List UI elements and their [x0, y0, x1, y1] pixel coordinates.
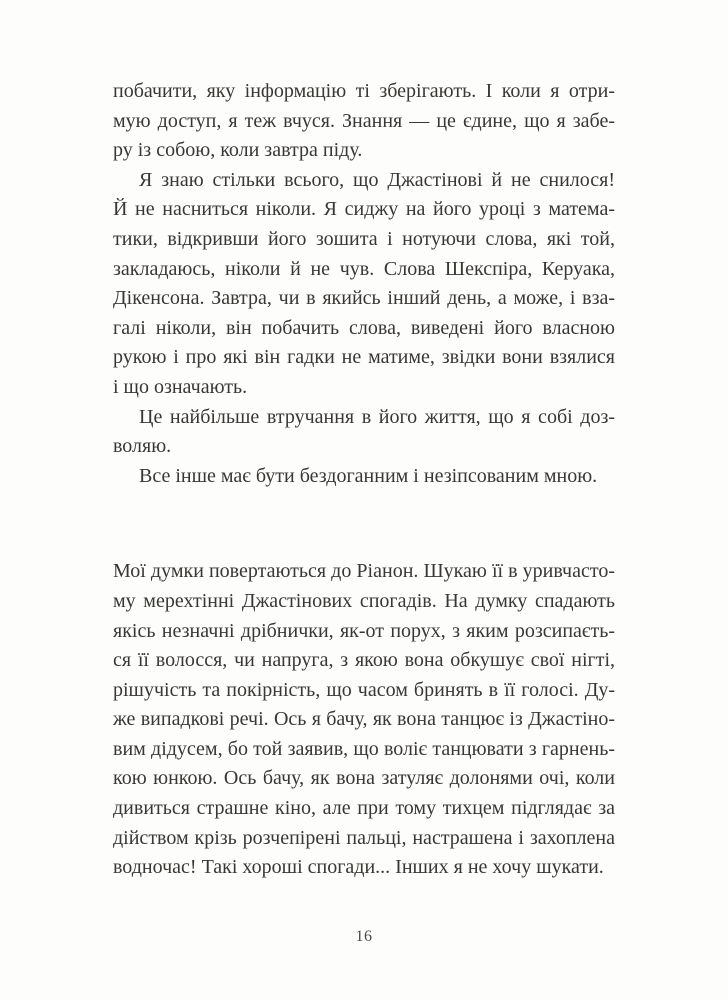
text-line: рукою і про які він гадки не матиме, звідки вони взялися	[113, 346, 615, 369]
text-line: рішучість та покірність, що часом бринять в її голосі. Ду-	[113, 678, 615, 701]
text-line: тики, відкривши його зошита і нотуючи слова, які той,	[113, 227, 615, 250]
text-line: вим дідусем, бо той заявив, що воліє танцювати з гарнень-	[113, 737, 615, 760]
text-line: воляю.	[113, 435, 172, 458]
paragraph	[113, 77, 615, 166]
paragraph	[113, 462, 615, 492]
page-number: 16	[355, 928, 373, 945]
text-line: Дікенсона. Завтра, чи в якийсь інший день, а може, і вза-	[113, 287, 615, 310]
paragraph	[113, 166, 615, 403]
text-line: водночас! Такі хороші спогади... Інших я не хочу шукати.	[113, 856, 604, 879]
text-line: Я знаю стільки всього, що Джастінові й не снилося!	[139, 168, 615, 191]
page-text-block	[113, 77, 615, 883]
text-line: якісь незначні дрібнички, як-от порух, з яким розсипаєть-	[113, 619, 615, 642]
text-line: Й не насниться ніколи. Я сиджу на його уроці з матема-	[113, 198, 615, 221]
text-line: галі ніколи, він побачить слова, виведені його власною	[113, 316, 615, 339]
text-line: му мерехтінні Джастінових спогадів. На думку спадають	[113, 589, 615, 612]
text-line: Це найбільше втручання в його життя, що я собі доз-	[139, 405, 615, 428]
text-line: закладаюсь, ніколи й не чув. Слова Шекспіра, Керуака,	[113, 257, 615, 280]
text-line: мую доступ, я теж вчуся. Знання — це єдине, що я забе-	[113, 109, 615, 132]
text-line: ся її волосся, чи напруга, з якою вона обкушує свої нігті,	[113, 649, 615, 672]
text-line: і що означають.	[113, 375, 248, 398]
text-line: дійством крізь розчепірені пальці, настрашена і захоплена	[113, 826, 615, 849]
text-line: кою юнкою. Ось бачу, як вона затуляє долонями очі, коли	[113, 767, 615, 790]
paragraph	[113, 403, 615, 462]
text-line: ру із собою, коли завтра піду.	[113, 139, 363, 162]
text-line: же випадкові речі. Ось я бачу, як вона танцює із Джастіно-	[113, 708, 615, 731]
page-footer	[0, 928, 728, 946]
text-line: Мої думки повертаються до Ріанон. Шукаю її в уривчасто-	[113, 560, 615, 583]
paragraph	[113, 557, 615, 883]
text-line: дивиться страшне кіно, але при тому тихцем підглядає за	[113, 797, 615, 820]
text-line: побачити, яку інформацію ті зберігають. І коли я отри-	[113, 80, 615, 102]
text-line: Все інше має бути бездоганним і незіпсованим мною.	[139, 464, 598, 487]
